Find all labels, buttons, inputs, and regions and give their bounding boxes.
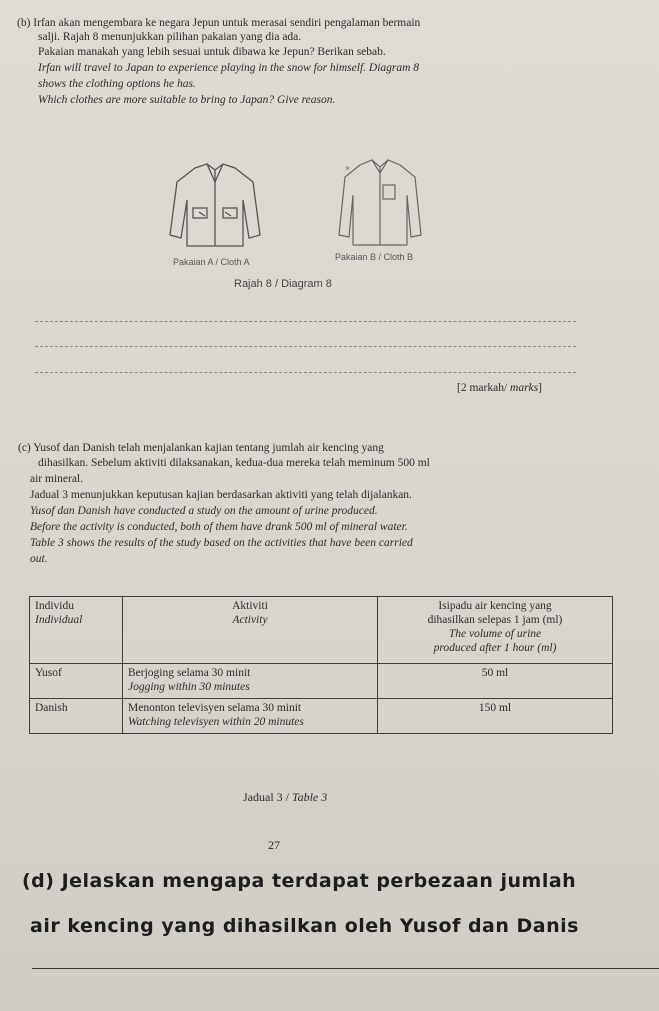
question-c-line-3: air mineral. [30,473,84,485]
question-b-line-2: salji. Rajah 8 menunjukkan pilihan pakaian yang dia ada. [38,31,302,43]
cloth-b-shirt-illustration [335,155,425,250]
handwritten-answer-line [32,968,659,969]
question-b-english-line-1: Irfan will travel to Japan to experience playing in the snow for himself. Diagram 8 [38,62,420,74]
question-b-label: (b) [17,17,31,29]
row-activity-cell: Berjoging selama 30 minit Jogging within 30 minutes [123,664,378,699]
cloth-a-jacket-illustration [165,160,265,250]
row-individual-cell: Danish [30,699,123,734]
question-b-line-1 [17,17,420,29]
row-individual-cell: Yusof [30,664,123,699]
page-number: 27 [268,838,280,852]
question-b-line-3: Pakaian manakah yang lebih sesuai untuk dibawa ke Jepun? Berikan sebab. [38,46,386,58]
table-header-row [30,597,613,664]
header-activity: Aktiviti Activity [123,597,378,664]
cloth-a-caption: Pakaian A / Cloth A [173,257,250,267]
answer-line [35,346,576,347]
table-row [30,664,613,699]
answer-line [35,372,576,373]
question-c-english-line-1: Yusof dan Danish have conducted a study on the amount of urine produced. [30,505,378,517]
answer-line [35,321,576,322]
cloth-b-caption: Pakaian B / Cloth B [335,252,414,262]
row-volume-cell: 150 ml [378,699,613,734]
row-volume-cell: 50 ml [378,664,613,699]
question-b-english-line-2: shows the clothing options he has. [38,78,196,90]
header-individual: Individu Individual [30,597,123,664]
question-c-english-line-3: Table 3 shows the results of the study based on the activities that have been carried [30,537,413,549]
question-c-english-line-4: out. [30,553,48,565]
question-c-line-1: (c) Yusof dan Danish telah menjalankan kajian tentang jumlah air kencing yang [18,442,384,454]
question-b-malay-text: Irfan akan mengembara ke negara Jepun untuk merasai sendiri pengalaman bermain [33,17,421,29]
question-c-line-4: Jadual 3 menunjukkan keputusan kajian berdasarkan aktiviti yang telah dijalankan. [30,489,412,501]
question-c-english-line-2: Before the activity is conducted, both of them have drank 500 ml of mineral water. [30,521,408,533]
handwritten-question-d-line-2: air kencing yang dihasilkan oleh Yusof dan Danis [30,915,579,937]
marks-label: [2 markah/ marks] [457,382,542,394]
table-row [30,699,613,734]
question-c-line-2: dihasilkan. Sebelum aktiviti dilaksanakan, kedua-dua mereka telah meminum 500 ml [38,457,430,469]
diagram-title: Rajah 8 / Diagram 8 [234,278,332,290]
row-activity-cell: Menonton televisyen selama 30 minit Watching televisyen within 20 minutes [123,699,378,734]
svg-text:*: * [345,165,350,176]
question-c-label: (c) [18,442,31,454]
table-3 [29,596,613,734]
question-b-english-line-3: Which clothes are more suitable to bring to Japan? Give reason. [38,94,336,106]
header-urine-volume: Isipadu air kencing yang dihasilkan selepas 1 jam (ml) The volume of urine produced after 1 hour (ml) [378,597,613,664]
table-caption: Jadual 3 / Table 3 [243,790,328,804]
handwritten-question-d-line-1: (d) Jelaskan mengapa terdapat perbezaan jumlah [22,870,577,892]
